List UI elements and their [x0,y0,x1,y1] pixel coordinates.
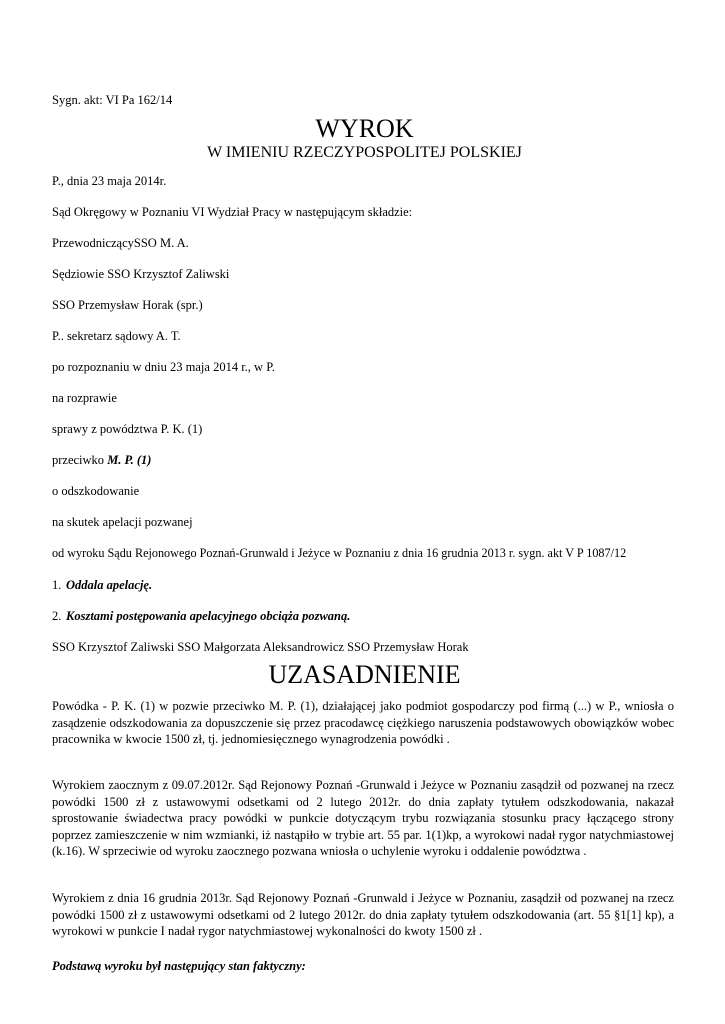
subject-line: o odszkodowanie [52,484,140,498]
trial-line: na rozprawie [52,391,117,405]
case-signature: Sygn. akt: VI Pa 162/14 [52,93,173,107]
signatures-line: SSO Krzysztof Zaliwski SSO Małgorzata Aleksandrowicz SSO Przemysław Horak [52,640,469,654]
hearing-line: po rozpoznaniu w dniu 23 maja 2014 r., w P. [52,360,275,374]
ruling-number: 1. [52,578,62,592]
document-title: WYROK [315,114,414,143]
secretary-line: P.. sekretarz sądowy A. T. [52,329,181,343]
ruling-item [52,608,350,624]
appeal-line: na skutek apelacji pozwanej [52,515,193,529]
paragraph-1: Powódka - P. K. (1) w pozwie przeciwko M. P. (1), działającej jako podmiot gospodarczy pod firmą (...) w P., wniosła o zasądzenie odszkodowania za dopuszczenie się przez pracodawcę ciężkiego naruszenia podstawowych obowiązków wobec pracownika w kwocie 1500 zł, tj. jednomiesięcznego wynagrodzenia powódki . [52,699,674,746]
facts-heading: Podstawą wyroku był następujący stan faktyczny: [52,959,306,973]
justification-title: UZASADNIENIE [268,660,461,689]
against-line [52,452,151,468]
ruling-number: 2. [52,609,62,623]
ruling-text: Oddala apelację. [66,578,153,592]
judge2-line: SSO Przemysław Horak (spr.) [52,298,203,312]
date-line: P., dnia 23 maja 2014r. [52,174,167,188]
defendant-name: M. P. (1) [107,453,152,467]
paragraph-2: Wyrokiem zaocznym z 09.07.2012r. Sąd Rejonowy Poznań -Grunwald i Jeżyce w Poznaniu zasądził od pozwanej na rzecz powódki 1500 zł z ustawowymi odsetkami od 2 lutego 2012r. do dnia zapłaty tytułem odszkodowania, nakazał sprostowanie świadectwa pracy powódki w punkcie dotyczącym trybu rozwiązania stosunku pracy łączącego strony poprzez zamieszczenie w nim wzmianki, iż nastąpiło w trybie art. 55 par. 1(1)kp, a wyrokowi nadał rygor natychmiastowej (k.16). W sprzeciwie od wyroku zaocznego pozwana wniosła o uchylenie wyroku i oddalenie powództwa . [52,778,674,858]
chair-line: PrzewodniczącySSO M. A. [52,236,189,250]
ruling-text: Kosztami postępowania apelacyjnego obciąża pozwaną. [66,609,351,623]
judgment-ref-line: od wyroku Sądu Rejonowego Poznań-Grunwald i Jeżyce w Poznaniu z dnia 16 grudnia 2013 r. sygn. akt V P 1087/12 [52,546,627,560]
paragraph-3: Wyrokiem z dnia 16 grudnia 2013r. Sąd Rejonowy Poznań -Grunwald i Jeżyce w Poznaniu, zasądził od pozwanej na rzecz powódki 1500 zł z ustawowymi odsetkami od 2 lutego 2012r. do dnia zapłaty tytułem odszkodowania (art. 55 §1[1] kp), a wyrokowi w punkcie I nadał rygor natychmiastowej wykonalności do kwoty 1500 zł . [52,891,674,938]
case-line: sprawy z powództwa P. K. (1) [52,422,203,436]
against-prefix: przeciwko [52,453,108,467]
document-subtitle: W IMIENIU RZECZYPOSPOLITEJ POLSKIEJ [207,144,522,161]
court-line: Sąd Okręgowy w Poznaniu VI Wydział Pracy w następującym składzie: [52,205,413,219]
judges-line: Sędziowie SSO Krzysztof Zaliwski [52,267,230,281]
ruling-item [52,577,152,593]
